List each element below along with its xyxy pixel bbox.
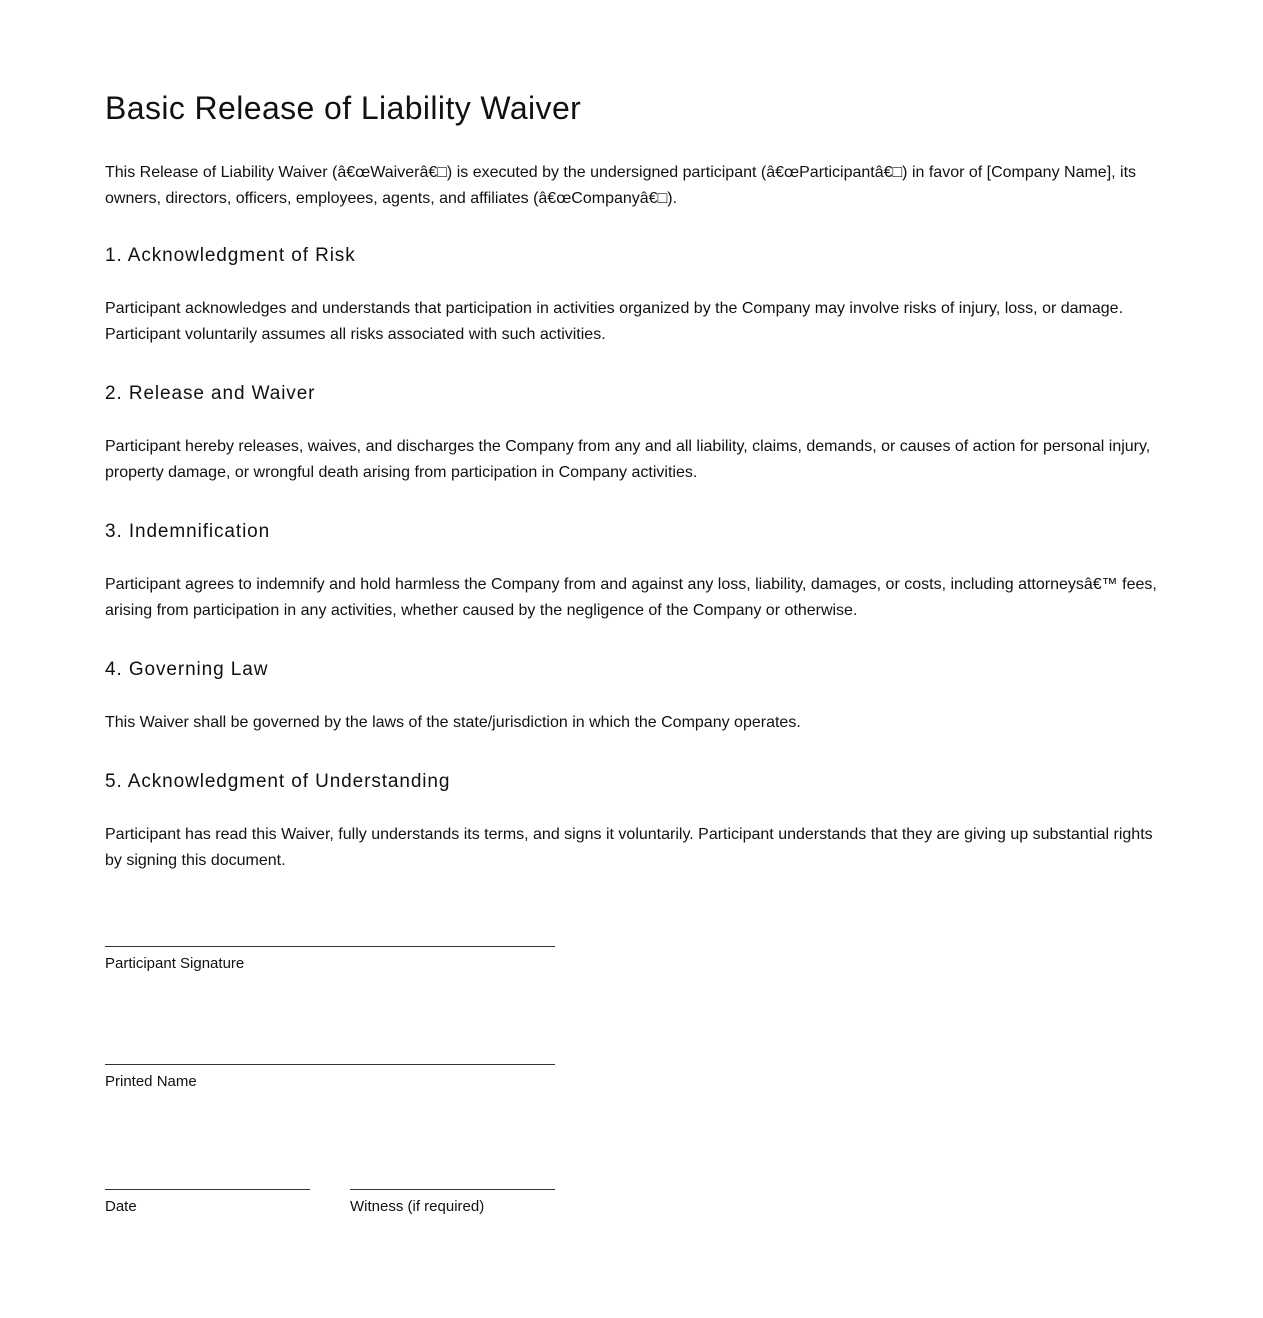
witness-line[interactable] bbox=[350, 1189, 555, 1190]
section-heading-indemnification: 3. Indemnification bbox=[105, 521, 271, 542]
section-heading-acknowledgment-of-understanding: 5. Acknowledgment of Understanding bbox=[105, 771, 451, 792]
section-body-indemnification: Participant agrees to indemnify and hold harmless the Company from and against any loss, liability, damages, or costs, including attorneysâ€™ fees, arising from participation in any activities, whether caused by the negligence of the Company or otherwise. bbox=[105, 576, 1157, 619]
section-heading-acknowledgment-of-risk: 1. Acknowledgment of Risk bbox=[105, 245, 356, 266]
intro-paragraph: This Release of Liability Waiver (â€œWaiverâ€□) is executed by the undersigned participant (â€œParticipantâ€□) in favor of [Company Name], its owners, directors, officers, employees, agents, and affiliates (â€œCompanyâ€□). bbox=[105, 164, 1137, 207]
document-title: Basic Release of Liability Waiver bbox=[105, 90, 582, 126]
date-line[interactable] bbox=[105, 1189, 310, 1190]
participant-signature-line[interactable] bbox=[105, 946, 555, 947]
printed-name-line[interactable] bbox=[105, 1064, 555, 1065]
date-block bbox=[105, 1189, 310, 1217]
witness-block bbox=[350, 1189, 555, 1217]
printed-name-block bbox=[105, 1064, 555, 1092]
section-body-governing-law: This Waiver shall be governed by the laws of the state/jurisdiction in which the Company operates. bbox=[105, 714, 801, 731]
section-body-acknowledgment-of-understanding: Participant has read this Waiver, fully understands its terms, and signs it voluntarily. Participant understands that they are giving up substantial rights by signing this document. bbox=[105, 826, 1153, 869]
waiver-document bbox=[105, 86, 1165, 1215]
witness-label: Witness (if required) bbox=[350, 1198, 485, 1215]
section-heading-release-and-waiver: 2. Release and Waiver bbox=[105, 383, 316, 404]
section-heading-governing-law: 4. Governing Law bbox=[105, 659, 269, 680]
section-body-acknowledgment-of-risk: Participant acknowledges and understands that participation in activities organized by the Company may involve risks of injury, loss, or damage. Participant voluntarily assumes all risks associated with such activities. bbox=[105, 300, 1124, 343]
printed-name-label: Printed Name bbox=[105, 1073, 197, 1090]
participant-signature-block bbox=[105, 946, 555, 974]
participant-signature-label: Participant Signature bbox=[105, 955, 245, 972]
date-label: Date bbox=[105, 1198, 137, 1215]
section-body-release-and-waiver: Participant hereby releases, waives, and discharges the Company from any and all liability, claims, demands, or causes of action for personal injury, property damage, or wrongful death arising from participation in Company activities. bbox=[105, 438, 1151, 481]
